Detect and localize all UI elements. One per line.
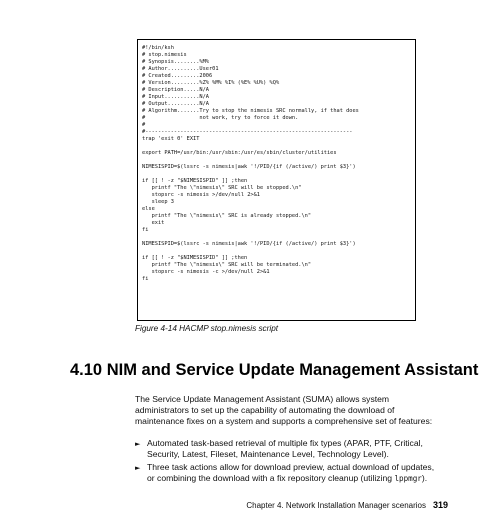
code-line: # Created.........2006 <box>142 73 213 79</box>
page-footer: Chapter 4. Network Installation Manager scenarios <box>246 501 426 510</box>
code-line: trap 'exit 0' EXIT <box>142 136 200 142</box>
code-line: stopsrc -s nimesis >/dev/null 2>&1 <box>142 192 260 198</box>
code-line: export PATH=/usr/bin:/usr/sbin:/usr/es/sbin/cluster/utilities <box>142 150 337 156</box>
code-line: # Description.....N/A <box>142 87 209 93</box>
code-line: NIMESISPID=$(lssrc -s nimesis|awk '!/PID/{if (/active/) print $3}') <box>142 241 356 247</box>
figure-caption: Figure 4-14 HACMP stop.nimesis script <box>135 324 279 333</box>
code-line: #----------------------------------------------------------------- <box>142 129 353 135</box>
code-line: exit <box>142 220 165 226</box>
code-line: if [[ ! -z "$NIMESISPID" ]] ;then <box>142 255 248 261</box>
code-line: stopsrc -s nimesis -c >/dev/null 2>&1 <box>142 269 270 275</box>
code-line: # Version.........%Z% %M% %I% (%E% %U%) %Q% <box>142 80 280 86</box>
code-line: printf "The \"nimesis\" SRC is already stopped.\n" <box>142 213 312 219</box>
code-line: NIMESISPID=$(lssrc -s nimesis|awk '!/PID/{if (/active/) print $3}') <box>142 164 356 170</box>
code-listing <box>137 39 416 321</box>
section-heading: 4.10 NIM and Service Update Management Assistant <box>70 361 479 379</box>
code-line: # Algorithm.......Try to stop the nimesis SRC normally, if that does <box>142 108 359 114</box>
body-paragraph: The Service Update Management Assistant (SUMA) allows system administrators to set up the capability of automating the download of maintenance fixes on a system and supports a comprehensive set of features: <box>135 394 433 426</box>
code-line: # stop.nimesis <box>142 52 187 58</box>
code-line: # <box>142 122 146 128</box>
command-name: lppmgr <box>394 473 422 483</box>
bullet-item-text: Three task actions allow for download preview, actual download of updates, or combining the download with a fix repository cleanup (utilizing <box>147 462 435 483</box>
code-line: sleep 3 <box>142 199 174 205</box>
code-line: #!/bin/ksh <box>142 45 174 51</box>
code-line: printf "The \"nimesis\" SRC will be stopped.\n" <box>142 185 302 191</box>
code-line: # Author..........User01 <box>142 66 219 72</box>
code-line: if [[ ! -z "$NIMESISPID" ]] ;then <box>142 178 248 184</box>
code-line: # Output..........N/A <box>142 101 209 107</box>
code-line: # Input...........N/A <box>142 94 209 100</box>
code-line: fi <box>142 227 149 233</box>
code-line: # Synopsis........%M% <box>142 59 209 65</box>
code-line: else <box>142 206 155 212</box>
bullet-arrow-icon: ► <box>135 464 141 472</box>
page-number: 319 <box>433 500 449 510</box>
bullet-item: Automated task-based retrieval of multiple fix types (APAR, PTF, Critical, Security, Latest, Fileset, Maintenance Level, Technology Level). <box>147 438 423 459</box>
code-line: # not work, try to force it down. <box>142 115 299 121</box>
bullet-arrow-icon: ► <box>135 440 141 448</box>
bullet-item <box>147 462 437 485</box>
bullet-item-text: ). <box>421 472 428 483</box>
code-line: printf "The \"nimesis\" SRC will be terminated.\n" <box>142 262 312 268</box>
code-line: fi <box>142 276 149 282</box>
